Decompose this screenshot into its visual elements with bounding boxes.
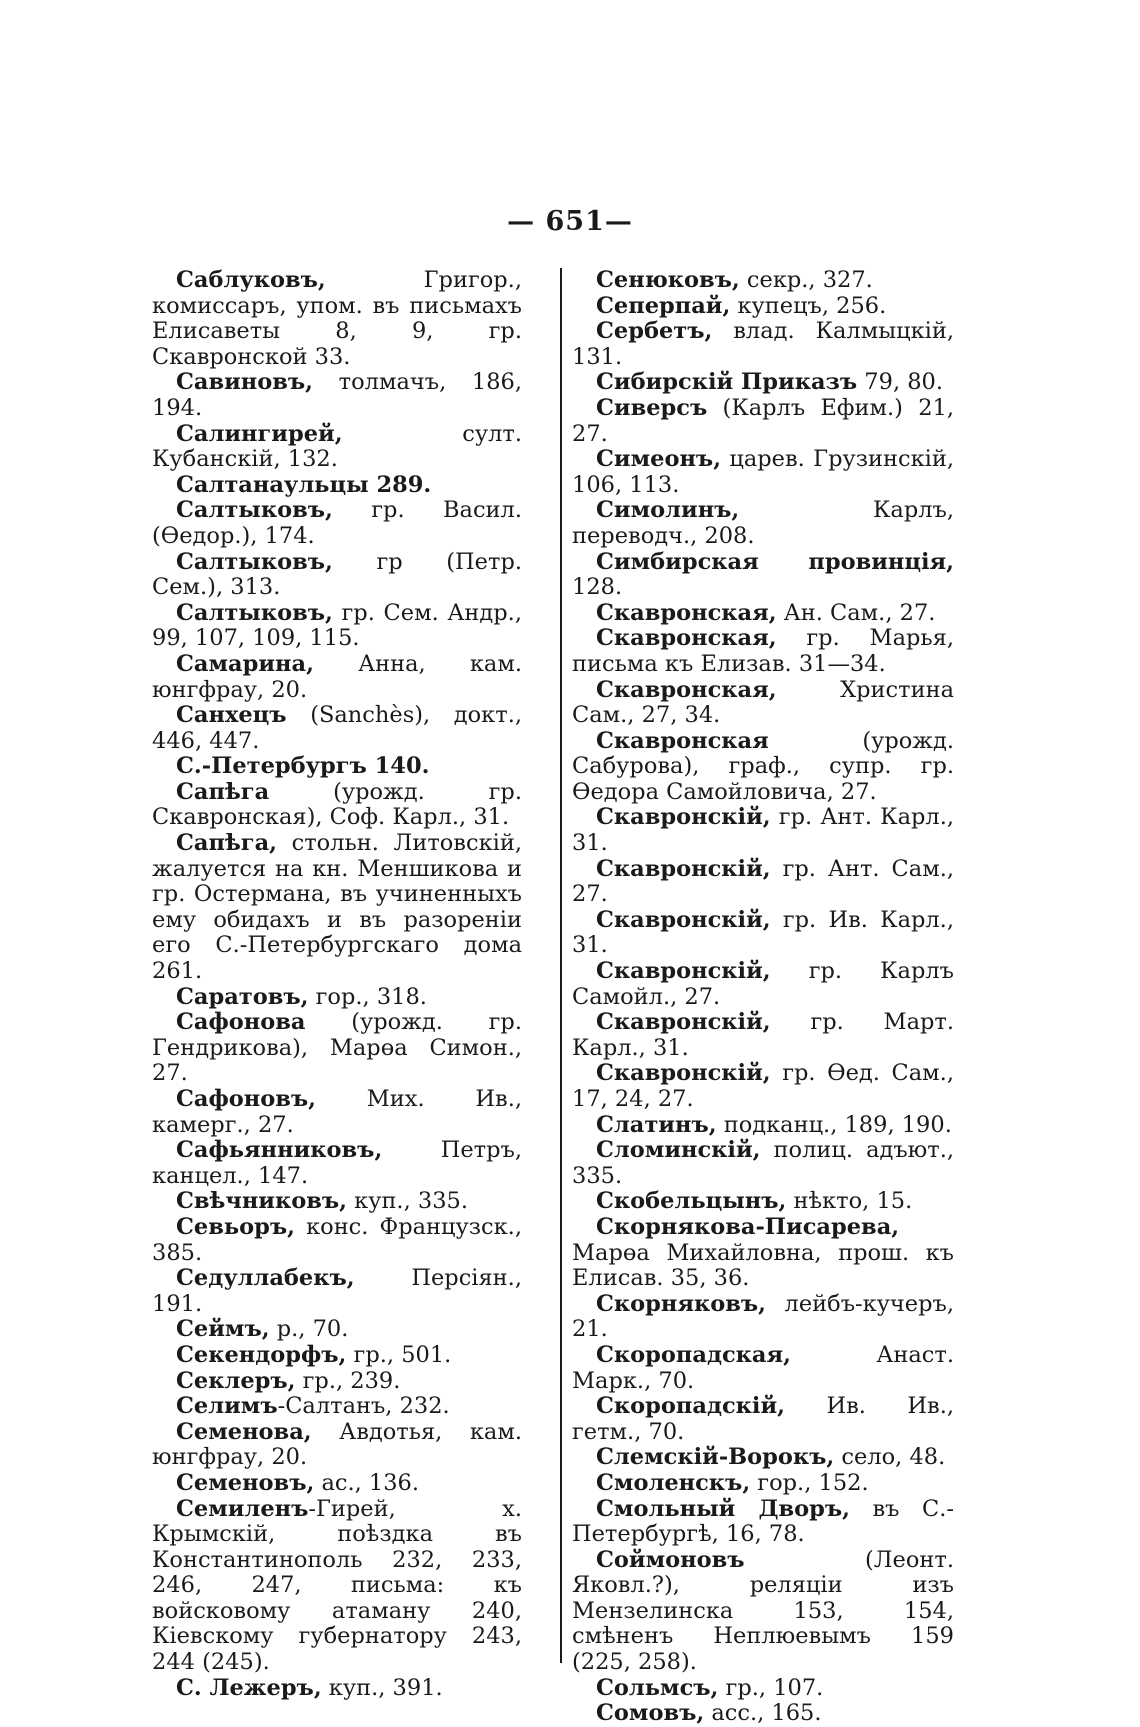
entry-headword: Соймоновъ [596, 1546, 745, 1573]
entry-headword: С. Лежеръ, [176, 1674, 322, 1701]
entry-details: Петръ, канцел., 147. [152, 1137, 522, 1189]
entry-headword: Седуллабекъ, [176, 1265, 355, 1292]
entry-headword: Скавронскій, [596, 1009, 771, 1036]
entry-details: (Леонт. Яковл.?), реляціи изъ Мензелинска 153, 154, смѣненъ Неплюевымъ 159 (225, 258). [572, 1546, 954, 1676]
entry-headword: Сафьянниковъ, [176, 1137, 383, 1164]
entry-details: Ив. Ив., гетм., 70. [572, 1393, 954, 1445]
entry-details: гор., 318. [308, 983, 427, 1010]
entry-headword: Саратовъ, [176, 983, 309, 1010]
index-entry [572, 908, 954, 959]
index-entry [152, 1676, 522, 1702]
index-entry [152, 1215, 522, 1266]
entry-headword: Сиверсъ [596, 394, 708, 421]
entry-details: село, 48. [834, 1444, 946, 1471]
entry-details: гр. Васил. (Өедор.), 174. [152, 497, 522, 549]
index-entry [152, 754, 522, 780]
entry-headword: Свѣчниковъ, [176, 1188, 347, 1215]
index-entry [152, 1266, 522, 1317]
entry-headword: Скобельцынъ, [596, 1188, 787, 1215]
index-entry [572, 678, 954, 729]
entry-headword: Сапѣга [176, 778, 270, 805]
index-entry [152, 498, 522, 549]
index-entry [572, 1138, 954, 1189]
entry-headword: Секлеръ, [176, 1367, 296, 1394]
index-entry [152, 1369, 522, 1395]
entry-details: Христина Сам., 27, 34. [572, 676, 954, 729]
entry-headword: Слемскій-Ворокъ, [596, 1444, 835, 1471]
entry-details: Авдотья, кам. юнгфрау, 20. [152, 1418, 522, 1471]
entry-headword: Сломинскій, [596, 1137, 761, 1164]
entry-headword: Семеновъ, [176, 1469, 315, 1496]
entry-headword: Скавронскій, [596, 804, 771, 831]
entry-headword: Слатинъ, [596, 1111, 717, 1138]
entry-details: гр. Ант. Карл., 31. [572, 804, 954, 857]
entry-details: султ. Кубанскій, 132. [152, 420, 522, 473]
index-entry [572, 447, 954, 498]
entry-details: (урожд. гр. Скавронская), Соф. Карл., 31. [152, 778, 522, 831]
index-entry [572, 1061, 954, 1112]
index-entry [152, 1189, 522, 1215]
entry-details: (Карлъ Ефим.) 21, 27. [572, 394, 954, 447]
entry-headword: Скоропадская, [596, 1341, 791, 1368]
entry-details: куп., 391. [321, 1674, 443, 1701]
index-entry [152, 1420, 522, 1471]
index-entry [152, 652, 522, 703]
entry-details: гор., 152. [750, 1469, 869, 1496]
index-entry [572, 1292, 954, 1343]
index-entry [152, 268, 522, 370]
index-entry [152, 831, 522, 985]
entry-details: (урожд. Сабурова), граф., супр. гр. Өедора Самойловича, 27. [572, 727, 954, 805]
entry-details: куп., 335. [346, 1188, 468, 1215]
entry-details: гр. Марья, письма къ Елизав. 31—34. [572, 625, 954, 677]
index-entry [152, 601, 522, 652]
entry-details: гр. Сем. Андр., 99, 107, 109, 115. [152, 599, 522, 652]
entry-details: (урожд. гр. Гендрикова), Марөа Симон., 27. [152, 1009, 522, 1087]
index-entry [152, 550, 522, 601]
entry-details: полиц. адъют., 335. [572, 1137, 954, 1189]
entry-details: Анаст. Марк., 70. [572, 1341, 954, 1394]
entry-details: купецъ, 256. [730, 292, 887, 319]
entry-details: гр (Петр. Сем.), 313. [152, 548, 522, 601]
index-entry [152, 703, 522, 754]
entry-details: подканц., 189, 190. [716, 1111, 952, 1138]
index-entry [152, 1497, 522, 1676]
index-entry [572, 1548, 954, 1676]
entry-headword: Симолинъ, [596, 497, 740, 524]
entry-details: -Салтанъ, 232. [277, 1393, 450, 1420]
column-divider [560, 268, 562, 1663]
entry-headword: Севьоръ, [176, 1213, 295, 1240]
entry-details: гр. Карлъ Самойл., 27. [572, 958, 954, 1010]
index-entry [152, 1394, 522, 1420]
index-entry [152, 370, 522, 421]
index-entry [572, 550, 954, 601]
entry-headword: Сомовъ, [596, 1700, 705, 1727]
index-entry [572, 1497, 954, 1548]
entry-headword: Семиленъ [176, 1495, 309, 1522]
entry-headword: Самарина, [176, 650, 314, 677]
index-entry [152, 1471, 522, 1497]
index-column-right [572, 268, 954, 1727]
entry-details: царев. Грузинскій, 106, 113. [572, 446, 954, 498]
index-entry [572, 1189, 954, 1215]
entry-headword: Симеонъ, [596, 446, 722, 473]
entry-details: 128. [572, 574, 623, 601]
entry-details: Анна, кам. юнгфрау, 20. [152, 650, 522, 703]
entry-details: Ан. Сам., 27. [776, 599, 936, 626]
entry-headword: Скавронская, [596, 625, 777, 652]
entry-headword: Савиновъ, [176, 369, 314, 396]
entry-details: нѣкто, 15. [786, 1188, 913, 1215]
entry-headword: Скавронскій, [596, 958, 771, 985]
entry-headword: Саблуковъ, [176, 267, 326, 293]
entry-headword: Сенюковъ, [596, 267, 740, 293]
entry-headword: Сафонова [176, 1009, 306, 1036]
index-entry [572, 294, 954, 320]
entry-headword: Скавронскій, [596, 855, 771, 882]
index-entry [572, 959, 954, 1010]
index-entry [572, 498, 954, 549]
entry-details: секр., 327. [739, 267, 873, 293]
index-entry [572, 1676, 954, 1702]
index-entry [152, 985, 522, 1011]
entry-headword: Сербетъ, [596, 318, 713, 345]
entry-details: гр., 239. [295, 1367, 401, 1394]
entry-headword: Селимъ [176, 1393, 278, 1420]
entry-details: Персіян., 191. [152, 1265, 522, 1317]
entry-headword: Скавронская, [596, 676, 777, 703]
entry-headword: Скорнякова-Писарева, [596, 1213, 900, 1240]
index-entry [572, 626, 954, 677]
index-entry [572, 729, 954, 806]
index-entry [572, 268, 954, 294]
entry-headword: Смольный Дворъ, [596, 1495, 850, 1522]
entry-details: толмачъ, 186, 194. [152, 369, 522, 421]
entry-details: -Гирей, х. Крымскій, поѣздка въ Константинополь 232, 233, 246, 247, письма: къ войсковому атаману 240, Кіевскому губернатору 243, 244 (245). [152, 1495, 522, 1676]
entry-headword: Семенова, [176, 1418, 312, 1445]
index-entry [572, 396, 954, 447]
entry-details: гр., 501. [346, 1341, 452, 1368]
entry-details: гр. Өед. Сам., 17, 24, 27. [572, 1060, 954, 1112]
index-entry [152, 1010, 522, 1087]
entry-headword: Секендорфъ, [176, 1341, 347, 1368]
entry-headword: Сеймъ, [176, 1316, 270, 1343]
entry-details: (Sanchès), докт., 446, 447. [152, 702, 522, 754]
entry-details: Мих. Ив., камерг., 27. [152, 1086, 522, 1138]
index-entry [572, 319, 954, 370]
entry-headword: Скоропадскій, [596, 1393, 785, 1420]
index-entry [572, 1701, 954, 1727]
entry-details: Карлъ, переводч., 208. [572, 497, 954, 549]
entry-details: ас., 136. [314, 1469, 420, 1496]
entry-headword: Сольмсъ, [596, 1674, 719, 1701]
index-entry [572, 1394, 954, 1445]
index-entry [152, 1087, 522, 1138]
entry-details: конс. Французск., 385. [152, 1213, 522, 1266]
entry-details: лейбъ-кучеръ, 21. [572, 1290, 954, 1343]
entry-headword: Салтыковъ, [176, 599, 333, 626]
entry-headword: Скавронскій, [596, 906, 771, 933]
entry-details: влад. Калмыцкій, 131. [572, 318, 954, 370]
entry-headword: С.-Петербургъ 140. [176, 753, 430, 780]
entry-details: гр. Март. Карл., 31. [572, 1009, 954, 1061]
entry-headword: Симбирская провинція, [596, 548, 954, 575]
entry-headword: Салтыковъ, [176, 548, 333, 575]
entry-headword: Скорняковъ, [596, 1290, 766, 1317]
index-entry [152, 422, 522, 473]
index-entry [572, 857, 954, 908]
entry-headword: Сапѣга, [176, 830, 277, 857]
entry-headword: Санхецъ [176, 702, 287, 729]
index-entry [572, 1113, 954, 1139]
entry-details: стольн. Литовскій, жалуется на кн. Меншикова и гр. Остермана, въ учиненныхъ ему обидахъ и въ разореніи его С.-Петербургскаго дома 261. [152, 830, 522, 985]
index-entry [152, 1317, 522, 1343]
index-entry [152, 1138, 522, 1189]
index-entry [572, 1010, 954, 1061]
entry-details: въ С.-Петербургѣ, 16, 78. [572, 1495, 954, 1548]
index-entry [572, 1445, 954, 1471]
entry-details: гр. Ив. Карл., 31. [572, 906, 954, 959]
entry-details: асс., 165. [704, 1700, 822, 1727]
entry-details: Григор., комиссаръ, упом. въ письмахъ Елисаветы 8, 9, гр. Скавронской 33. [152, 267, 522, 370]
entry-details: 79, 80. [857, 369, 944, 396]
entry-headword: Салингирей, [176, 420, 343, 447]
index-entry [572, 370, 954, 396]
entry-headword: Скавронскій, [596, 1060, 771, 1087]
index-entry [572, 1343, 954, 1394]
index-entry [572, 805, 954, 856]
page-number: — 651— [507, 206, 633, 237]
entry-headword: Скавронская, [596, 599, 777, 626]
entry-headword: Скавронская [596, 727, 769, 754]
index-entry [152, 473, 522, 499]
index-entry [152, 1343, 522, 1369]
entry-headword: Сеперпай, [596, 292, 731, 319]
entry-headword: Салтыковъ, [176, 497, 333, 524]
entry-headword: Сибирскій Приказъ [596, 369, 858, 396]
index-column-left [152, 268, 522, 1701]
entry-headword: Салтанаульцы 289. [176, 471, 432, 498]
entry-details: р., 70. [269, 1316, 349, 1343]
entry-headword: Сафоновъ, [176, 1086, 316, 1112]
entry-details: гр., 107. [718, 1674, 824, 1701]
entry-details: Марөа Михайловна, прош. къ Елисав. 35, 36. [572, 1239, 954, 1292]
index-entry [572, 601, 954, 627]
index-entry [572, 1471, 954, 1497]
entry-headword: Смоленскъ, [596, 1469, 751, 1496]
index-entry [152, 780, 522, 831]
entry-details: гр. Ант. Сам., 27. [572, 855, 954, 908]
index-entry [572, 1215, 954, 1292]
